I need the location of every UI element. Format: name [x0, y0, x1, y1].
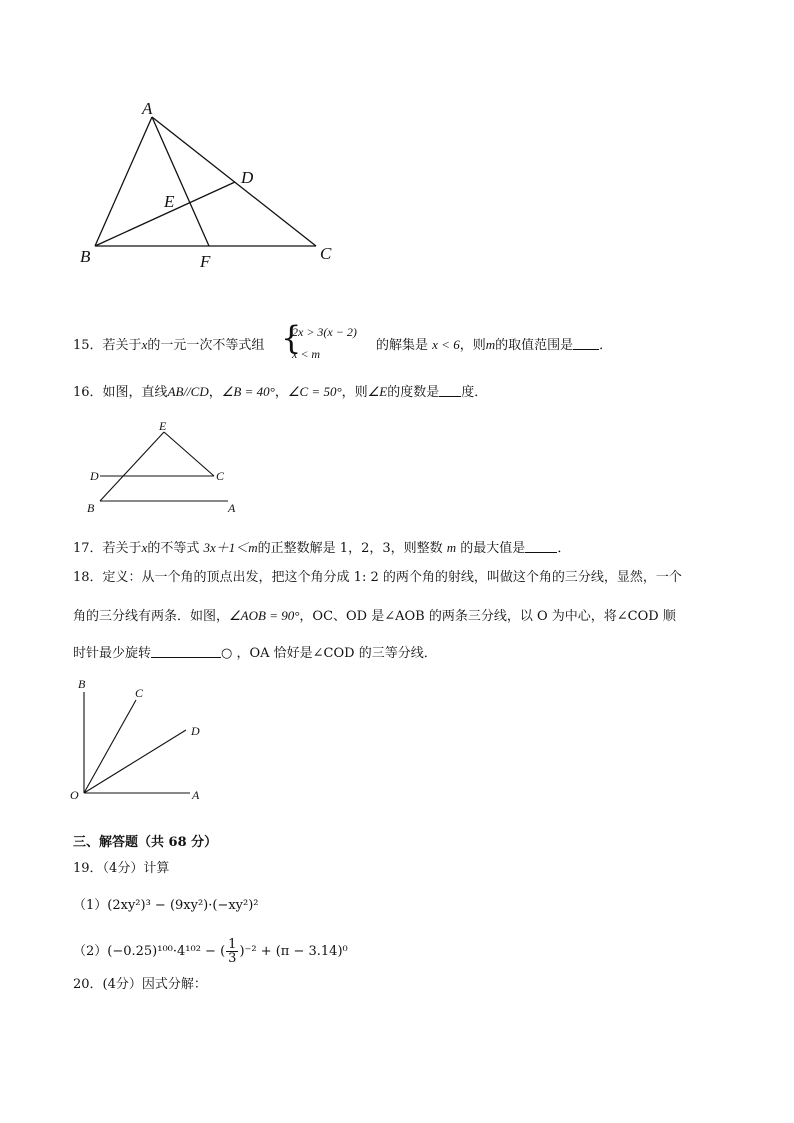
- label-a: A: [228, 501, 236, 515]
- question-16: 16．如图，直线AB//CD，∠B = 40°，∠C = 50°，则∠E的度数是 度．: [73, 384, 488, 400]
- label-e: E: [164, 192, 175, 211]
- brace: {: [281, 319, 302, 357]
- segment-ab: [95, 117, 152, 246]
- angle-figure-aob: [68, 676, 218, 806]
- parallel-lines-figure: [82, 417, 252, 517]
- question-18-line-1: 18．定义：从一个角的顶点出发，把这个角分成 1: 2 的两个角的射线，叫做这个角的三分线，显然，一个: [73, 570, 682, 585]
- label-f: F: [200, 252, 211, 271]
- inequality-2: x < m: [292, 347, 321, 361]
- question-15-tail: 的解集是 x < 6，则m的取值范围是 ．: [376, 337, 613, 353]
- question-18-line-2: 角的三分线有两条．如图，∠AOB = 90°，OC、OD 是∠AOB 的两条三分线，以 O 为中心，将∠COD 顺: [73, 608, 676, 624]
- ray-oc: [84, 700, 136, 793]
- section-heading: 三、解答题（共 68 分）: [73, 835, 218, 850]
- label-a: A: [192, 788, 200, 802]
- ray-od: [84, 730, 186, 793]
- segment-ec: [164, 432, 214, 476]
- question-20-title: 20．(4分）因式分解：: [73, 977, 207, 992]
- question-19-title: 19．（4分）计算: [73, 861, 170, 876]
- answer-blank-18[interactable]: [151, 645, 221, 658]
- question-19-part-2: （2）(−0.25)¹⁰⁰·4¹⁰² − ( $\frac{1}{3}$ )⁻² + (π − 3.14)⁰: [73, 937, 348, 966]
- label-b: B: [87, 501, 95, 515]
- triangle-figure-abc: [70, 95, 350, 275]
- question-15: 15．若关于x的一元一次不等式组: [73, 337, 265, 353]
- label-d: D: [241, 168, 254, 187]
- answer-blank-17[interactable]: [525, 540, 557, 553]
- label-e: E: [159, 419, 167, 433]
- question-18-line-3: 时针最少旋转 ○ ，OA 恰好是∠COD 的三等分线．: [73, 646, 437, 661]
- label-c: C: [135, 686, 144, 700]
- label-d: D: [90, 469, 99, 483]
- segment-ac: [152, 117, 316, 246]
- label-c: C: [216, 469, 225, 483]
- question-17: 17．若关于x的不等式 3x＋1＜m的正整数解是 1，2，3，则整数 m 的最大值是 ．: [73, 540, 571, 556]
- label-c: C: [320, 244, 332, 263]
- label-d: D: [191, 724, 200, 738]
- segment-af: [152, 117, 209, 246]
- label-b: B: [80, 247, 91, 266]
- question-19-part-1: （1）(2xy²)³ − (9xy²)·(−xy²)²: [73, 898, 259, 913]
- answer-blank-16[interactable]: [439, 384, 461, 397]
- segment-eb: [100, 432, 164, 501]
- label-a: A: [142, 99, 153, 118]
- answer-blank-15[interactable]: [573, 337, 599, 350]
- label-b: B: [78, 677, 86, 691]
- inequality-1: 2x > 3(x − 2): [292, 325, 357, 339]
- label-o: O: [70, 788, 79, 802]
